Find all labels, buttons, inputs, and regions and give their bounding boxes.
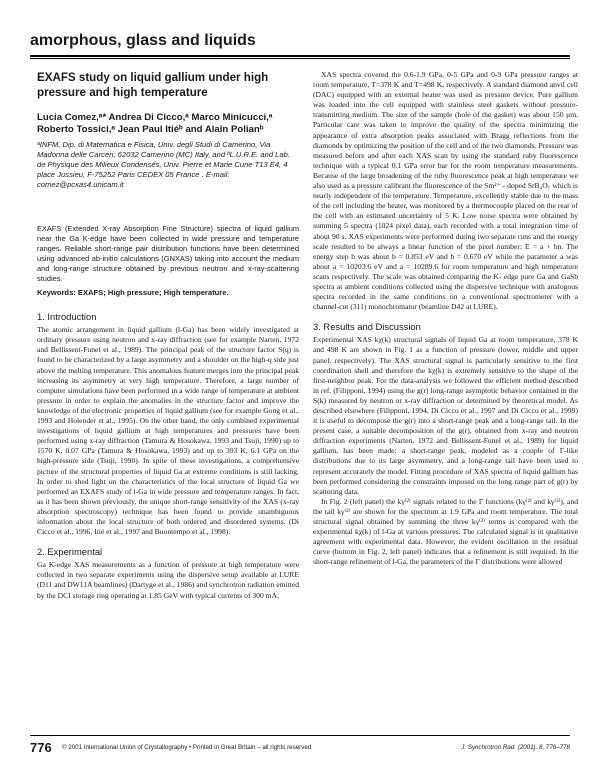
experimental-paragraph-1: Ga K-edge XAS measurements as a function of pressure at high temperature were collected in two separate experiments using the dispersive setup available at LURE (D11 and DW11A beamlines) (Dartyge et al., 1986) and synchrotron radiation emitted by the DCI storage ring operating at 1.85 GeV with typical currents of 300 mA. xyxy=(37,560,299,600)
page-footer xyxy=(30,738,570,758)
journal-section-header xyxy=(30,30,570,56)
footer-rule xyxy=(30,735,570,736)
header-rule-thin xyxy=(30,58,570,59)
copyright-notice: © 2001 International Union of Crystallography • Printed in Great Britain – all rights reserved xyxy=(62,744,312,751)
abstract: EXAFS (Extended X-ray Absorption Fine Structure) spectra of liquid gallium near the Ga K-edge have been collected in wide pressure and temperature ranges. Reliable short-range pair distribution functions have been determined using advanced ab-initio calculations (GNXAS) taking into account the medium and long-range structure obtained by previous neutron and x-ray-scattering studies. xyxy=(37,224,299,283)
article-affiliation: ᵃINFM, Dip. di Matematica e Fisica, Univ. degli Studi di Camerino, Via Madonna delle Carceri, 62032 Camerino (MC) Italy, and ᵇL.U.R.E. and Lab. de Physique des Milieux Condensés, Univ. Pierre et Marie Curie T13 E4, 4 place Jussieu, F-75252 Paris CEDEX 05 France . E-mail: comez@pcxas4.unicam.it xyxy=(37,140,290,189)
left-column xyxy=(37,70,299,601)
experimental-paragraph-2: XAS spectra covered the 0.6-1.9 GPa, 0-5 GPa and 0-9 GPa pressure ranges at room temperature, T=378 K and T=498 K, respectively. A standard diamond anvil cell (DAC) equipped with an external heater was used as pressure device. Pure gallium was loaded into the cell equipped with stainless steel gaskets without pressure-transmitting medium. The size of the sample (hole of the gasket) was about 150 μm. Particular care was taken to improve the quality of the spectra minimizing the appearance of extra absorption peaks associated with Bragg reflections from the diamonds by optimizing the position of the cell and of the two diamonds. Pressure was measured before and after each XAS scan by using the standard ruby fluorescence technique with a typical 0.1 GPa error bar for the room temperature measurements. Because of the large broadening of the ruby fluorescence peak at high temperature we also used as a pressure calibrant the fluorescence of the Sm²⁺ - doped SrB₄O₇ which is nearly independent of the temperature. Temperature, excellently stable due to the mass of the cell including the heater, was monitored by a thermocouple placed on the rear of the cell with an estimated uncertainty of 5 K. Low noise spectra were obtained by summing 5 spectra (1024 pixel data), each recorded with a total integration time of about 90 s. XAS experiments were performed during two separate runs and the energy scale resulted to be always a linear function of the pixel number: E = a + bn. The energy step b was about b = 0.853 eV and b = 0.670 eV while the parameter a was about a = 10203.6 eV and a = 10289.6 for room temperature and high temperature scans respectively. The scale was obtained comparing the K- edge pure Ga and GaSb spectra at ambient conditions collected using the dispersive technique with analogous spectra recorded in the same conditions on a conventional spectrometer with a channel-cut (311) monochromator (beamline D42 at LURE). xyxy=(313,70,578,312)
section-title: amorphous, glass and liquids xyxy=(30,32,256,49)
page-number: 776 xyxy=(30,740,52,755)
keywords: Keywords: EXAFS; High pressure; High temperature. xyxy=(37,288,229,297)
results-heading: 3. Results and Discussion xyxy=(313,321,421,333)
results-paragraph-2: In Fig. 2 (left panel) the kγ⁽²⁾ signals related to the Γ functions (kγ⁽²⁾ and kγ⁽²⁾), and the tail kγ⁽²⁾ are shown for the spectrum at 1.9 GPa and room temperature. The total structural signal obtained by summing the three kγ⁽²⁾ terms is compared with the experimental kχ(k) of l-Ga at various pressures. The calculated signal is in qualitative agreement with experimental data. However, the evident oscillation in the residual curve (bottom in Fig. 2, left panel) indicates that a refinement is still required. In the short-range refinement of l-Ga, the parameters of the Γ distributions were allowed xyxy=(313,496,578,567)
intro-heading: 1. Introduction xyxy=(37,311,97,323)
experimental-heading: 2. Experimental xyxy=(37,546,103,558)
results-paragraph-1: Experimental XAS kχ(k) structural signals of liquid Ga at room temperature, 378 K and 498 K are shown in Fig. 1 as a function of pressure (lower, middle and upper panel, respectively). The XAS structural signal is particularly sensitive to the first coordination shell and therefore the kχ(k) is extremely sensitive to the shape of the first-neighbor peak. For the data-analysis we followed the efficient method described in ref. (Filipponi, 1994) using the g(r) long-range asymptotic behavior contained in the S(k) measured by neutron or x-ray diffraction or determined by theoretical model. As described elsewhere (Filipponi, 1994, Di Cicco et al., 1997 and Di Cicco et al., 1999) it is useful to decompose the g(r) into a short-range peak and a long-range tail. In the present case, a suitable decomposition of the g(r), obtained from x-ray and neutron diffraction experiments (Narten, 1972 and Bellissent-Funel et al., 1989) for liquid gallium, has been made: a short-range peak, modeled as a couple of Γ-like distributions due to its large asymmetry, and a long-range tail have been used to represent accurately the model. Fitting procedure of XAS spectra of liquid gallium has been performed considering the constraints imposed on the long range part of g(r) by scattering data. xyxy=(313,335,578,496)
intro-paragraph: The atomic arrangement in liquid gallium (l-Ga) has been widely investigated at ordinary pressure using neutron and x-ray diffraction (see for example Narten, 1972 and Bellissent-Funel et al., 1989). The principal peak of the structure factor S(q) is found to be characterized by a large asymmetry and a shoulder on the high-q side just above the melting temperature. This anomalous feature merges into the principal peak increasing its asymmetry at very high temperature. Therefore, a large number of computer simulations have been performed in a wide range of temperature at ambient pressure in order to explain the anomalies in the structure factor and improve the knowledge of the electronic properties of liquid gallium (see for example Gong et al., 1993 and Holender et al., 1995). On the other hand, the only combined experimental investigations of liquid gallium at high temperatures and pressures have been performed using x-ray diffraction (Tamura & Hosokawa, 1993 and Tsuji, 1990) up to 1570 K, 0.07 GPa (Tamura & Hosokawa, 1993) and up to 393 K, 6.1 GPa on the high-pressure side (Tsuji, 1990). In spite of these investigations, a comprehensive picture of the structural properties of liquid Ga at extreme conditions is still lacking. In order to shed light on the characteristics of the local structure of liquid Ga we performed an EXAFS study of l-Ga in wide pressure and temperature ranges. In fact, as it has been shown previously, the unique short-range sensitivity of the XAS (x-ray absorption spectroscopy) technique has been found to provide unambiguous information about the local structure of both ordered and disordered systems. (Di Cicco et al., 1996, Itié et al., 1997 and Buontempo et al., 1998). xyxy=(37,325,299,537)
article-title: EXAFS study on liquid gallium under high pressure and high temperature xyxy=(37,71,269,99)
article-authors: Lucia Comez,ᵃ* Andrea Di Cicco,ᵃ Marco Minicucci,ᵃ Roberto Tossici,ᵃ Jean Paul Itiéᵇ and Alain Polianᵇ xyxy=(37,112,273,135)
right-column xyxy=(313,70,578,568)
journal-citation: J. Synchrotron Rad. (2001). 8, 776–778 xyxy=(461,744,570,751)
header-rule xyxy=(30,55,570,57)
